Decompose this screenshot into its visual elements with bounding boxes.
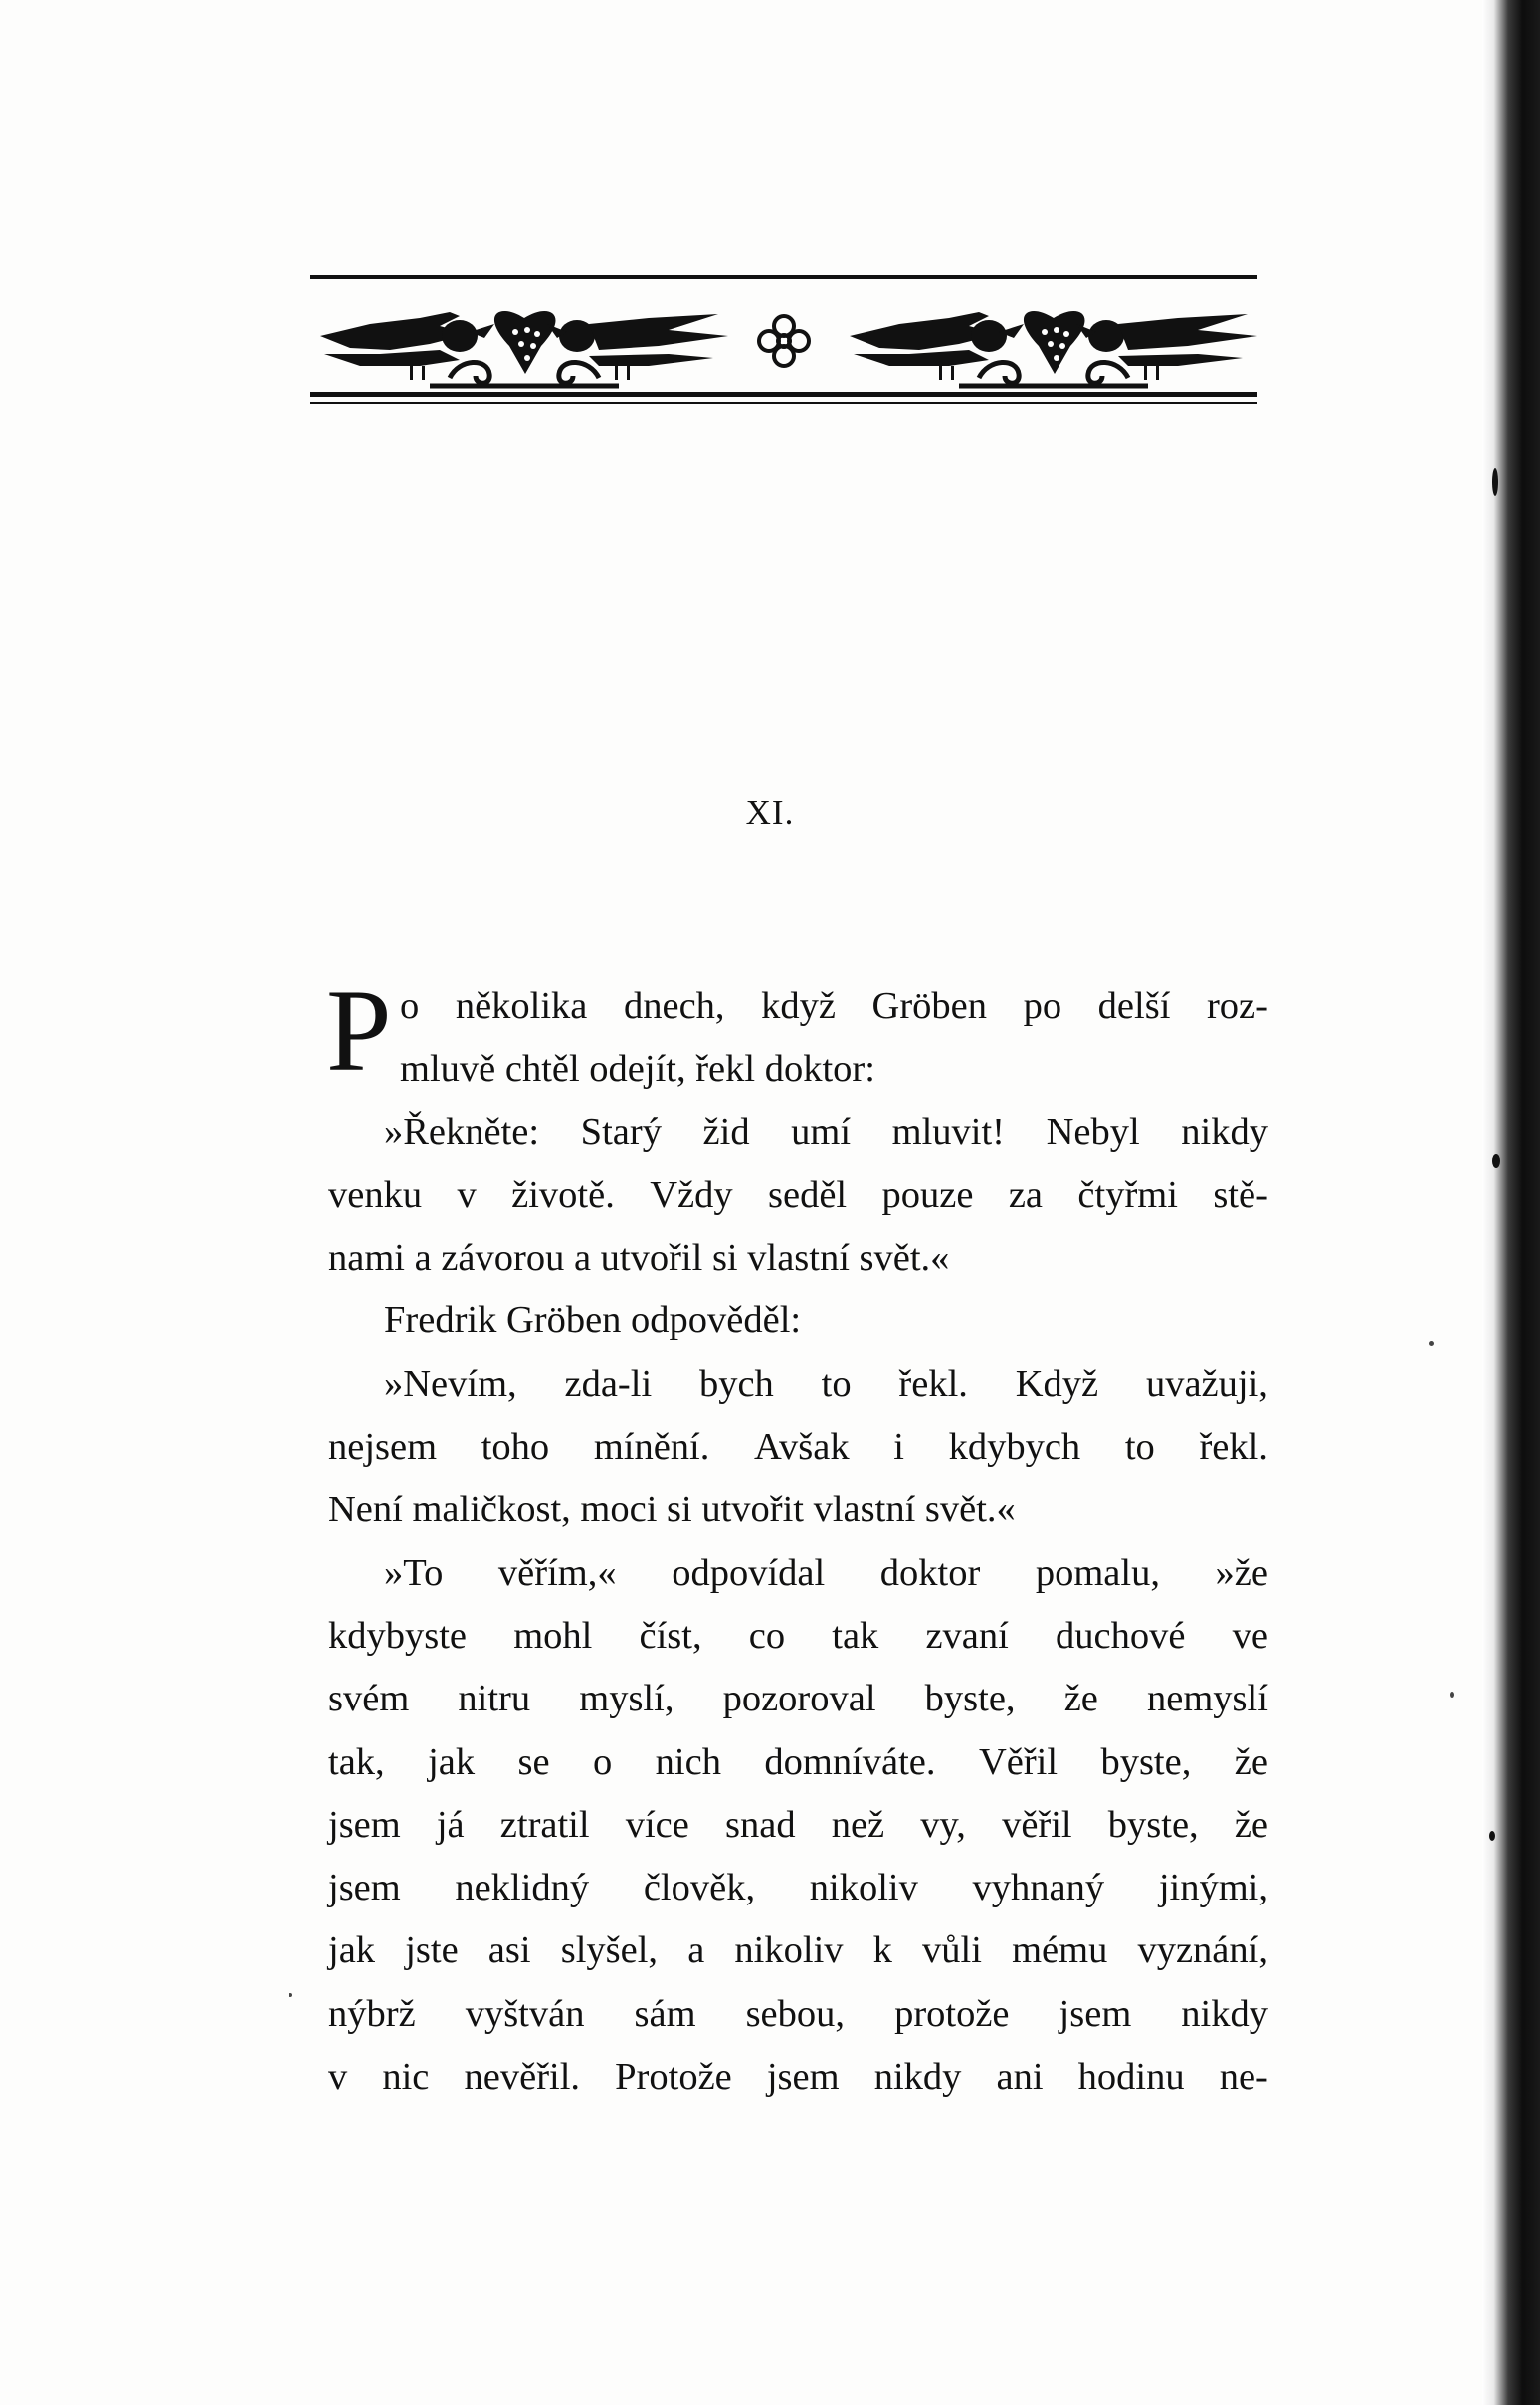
word: mluvit! [891, 1110, 1005, 1153]
word: Vždy [650, 1173, 733, 1216]
word: nikdy [873, 2056, 962, 2099]
word: mínění. [593, 1426, 710, 1469]
word: duchové [1055, 1614, 1186, 1657]
text-line: mluvě chtěl odejít, řekl doktor: [400, 1048, 875, 1091]
word: o [593, 1740, 613, 1783]
word: myslí, [579, 1678, 674, 1720]
word: sebou, [745, 1992, 846, 2035]
drop-cap: P [326, 965, 392, 1096]
word: mohl [513, 1614, 593, 1657]
word: po [1023, 985, 1062, 1027]
word: několika [455, 985, 588, 1027]
page-edge-shadow [1482, 0, 1540, 2405]
word: o [400, 985, 420, 1027]
text-line [328, 1416, 1268, 1479]
word: nikoliv [734, 1929, 844, 1972]
word: domníváte. [764, 1740, 936, 1783]
word: že [1234, 1740, 1268, 1783]
text-line [328, 1164, 1268, 1227]
word: seděl [768, 1173, 848, 1216]
word: vy, [920, 1803, 966, 1846]
word: čtyřmi [1077, 1173, 1178, 1216]
word: pomalu, [1035, 1551, 1160, 1594]
word: tak, [328, 1740, 385, 1783]
word: umí [791, 1110, 852, 1153]
word: nich [655, 1740, 721, 1783]
word: Věřil [978, 1740, 1059, 1783]
word: odpovídal [672, 1551, 826, 1594]
text-line [328, 1983, 1268, 2046]
word: neklidný [455, 1867, 590, 1909]
word: ani [996, 2056, 1044, 2099]
word: jsem [1059, 1992, 1132, 2035]
word: jak [328, 1929, 376, 1972]
word: asi [487, 1929, 531, 1972]
word: kdybyste [328, 1614, 468, 1657]
word: uvažuji, [1145, 1362, 1268, 1405]
word: vůli [922, 1929, 982, 1972]
word: nemyslí [1147, 1678, 1268, 1720]
word: Nebyl [1046, 1110, 1140, 1153]
word: to [1124, 1426, 1155, 1469]
word: řekl. [898, 1362, 968, 1405]
word: svém [328, 1678, 410, 1720]
word: nýbrž [328, 1992, 416, 2035]
scan-mark [1492, 468, 1498, 496]
word: to [821, 1362, 852, 1405]
word: »Nevím, [384, 1362, 517, 1405]
body-text [326, 965, 1268, 2108]
word: i [893, 1426, 904, 1469]
word: »To [384, 1551, 444, 1594]
word: stě- [1213, 1173, 1268, 1216]
chapter-heading: XI. [745, 793, 795, 832]
word: ztratil [499, 1803, 590, 1846]
text-line [328, 1542, 1268, 1605]
word: nevěřil. [464, 2056, 581, 2099]
word: kdybych [948, 1426, 1081, 1469]
word: číst, [639, 1614, 702, 1657]
word: za [1008, 1173, 1044, 1216]
text-line [328, 1668, 1268, 1730]
word: ve [1232, 1614, 1268, 1657]
word: protože [894, 1992, 1010, 2035]
word: mému [1012, 1929, 1108, 1972]
word: nitru [458, 1678, 531, 1720]
text-line [328, 975, 1268, 1038]
word: se [517, 1740, 550, 1783]
scan-mark [1489, 1831, 1495, 1841]
word: Starý [580, 1110, 662, 1153]
word: nikoliv [809, 1867, 918, 1909]
word: člověk, [643, 1867, 756, 1909]
word: vyhnaný [972, 1867, 1105, 1909]
scan-speck [289, 1993, 292, 1997]
word: nikdy [1181, 1110, 1268, 1153]
scan-speck [1450, 1692, 1454, 1698]
word: když [761, 985, 836, 1027]
text-line [328, 1731, 1268, 1794]
word: zvaní [925, 1614, 1009, 1657]
word: že [1234, 1803, 1268, 1846]
word: v [457, 1173, 477, 1216]
text-line [328, 1794, 1268, 1857]
text-line [328, 1102, 1268, 1164]
text-line [328, 1605, 1268, 1668]
word: hodinu [1077, 2056, 1185, 2099]
decorative-header-ornament [310, 275, 1257, 408]
word: tak [832, 1614, 879, 1657]
word: věřím,« [497, 1551, 617, 1594]
word: Když [1015, 1362, 1099, 1405]
text-line [328, 1919, 1268, 1982]
word: že [1063, 1678, 1098, 1720]
text-line [328, 1353, 1268, 1416]
word: snad [725, 1803, 796, 1846]
word: byste, [1100, 1740, 1192, 1783]
word: co [748, 1614, 786, 1657]
word: jak [428, 1740, 476, 1783]
word: toho [481, 1426, 550, 1469]
scan-mark [1492, 1154, 1500, 1168]
word: »Řekněte: [384, 1110, 540, 1153]
word: jste [405, 1929, 459, 1972]
word: nic [382, 2056, 430, 2099]
word: zda-li [564, 1362, 653, 1405]
word: slyšel, [560, 1929, 659, 1972]
word: vyznání, [1137, 1929, 1268, 1972]
word: více [625, 1803, 689, 1846]
word: doktor [879, 1551, 981, 1594]
text-line: nami a závorou a utvořil si vlastní svět.« [328, 1237, 950, 1280]
word: žid [702, 1110, 750, 1153]
word: jsem [766, 2056, 840, 2099]
word: a [687, 1929, 705, 1972]
word: k [872, 1929, 892, 1972]
word: dnech, [623, 985, 725, 1027]
word: pozoroval [722, 1678, 876, 1720]
word: jsem [328, 1867, 401, 1909]
word: věřil [1002, 1803, 1072, 1846]
word: jsem [328, 1803, 401, 1846]
word: řekl. [1199, 1426, 1268, 1469]
text-line: Fredrik Gröben odpověděl: [384, 1300, 802, 1342]
word: nikdy [1181, 1992, 1268, 2035]
word: Gröben [871, 985, 988, 1027]
word: jinými, [1158, 1867, 1268, 1909]
word: venku [328, 1173, 423, 1216]
word: Avšak [754, 1426, 850, 1469]
word: nejsem [328, 1426, 438, 1469]
text-line: Není maličkost, moci si utvořit vlastní svět.« [328, 1489, 1016, 1531]
word: roz- [1206, 985, 1268, 1027]
word: »že [1215, 1551, 1268, 1594]
text-line [328, 2046, 1268, 2108]
word: já [436, 1803, 465, 1846]
scan-speck [1429, 1341, 1434, 1346]
word: byste, [924, 1678, 1016, 1720]
word: byste, [1107, 1803, 1199, 1846]
word: vyštván [465, 1992, 585, 2035]
word: v [328, 2056, 348, 2099]
text-line [328, 1857, 1268, 1919]
word: životě. [511, 1173, 615, 1216]
word: sám [634, 1992, 696, 2035]
word: Protože [615, 2056, 732, 2099]
word: než [831, 1803, 885, 1846]
word: ne- [1219, 2056, 1268, 2099]
word: delší [1097, 985, 1171, 1027]
word: bych [698, 1362, 774, 1405]
word: pouze [881, 1173, 974, 1216]
